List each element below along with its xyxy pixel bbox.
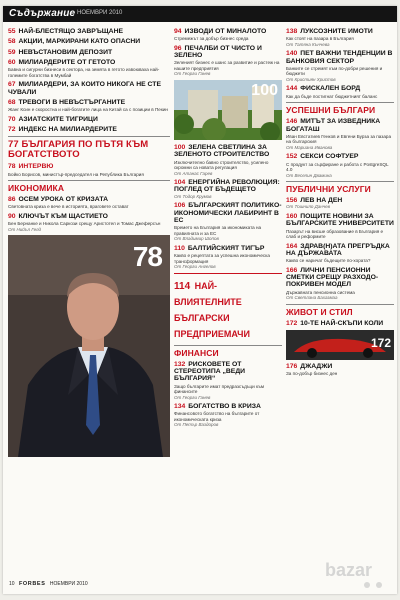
column-3 (286, 28, 394, 380)
page-number: 106 (174, 202, 186, 210)
toc-entry-152[interactable] (286, 153, 394, 178)
toc-entry-96[interactable] (174, 45, 282, 77)
entry-description: Времето на България за икономиката на правилната и за ЕС (174, 225, 262, 236)
entry-title: НЕВЪСТАНОВИМ ДЕПОЗИТ (18, 48, 113, 56)
page-footer (9, 581, 88, 587)
divider (286, 304, 394, 305)
page-number: 176 (286, 363, 298, 371)
entry-title: БАЛТИЙСКИЯТ ТИГЪР (187, 244, 265, 252)
toc-entry-176[interactable] (286, 363, 394, 377)
entry-title: ОСЕМ УРОКА ОТ КРИЗАТА (18, 196, 108, 204)
page-number: 138 (286, 28, 298, 35)
entry-title: МИТЪТ ЗА ИЗВЕДНИКА БОГАТАШ (286, 118, 381, 133)
issue-date: НОЕМВРИ 2010 (77, 10, 123, 16)
footer-brand: FORBES (18, 581, 46, 587)
page-number: 164 (286, 242, 298, 250)
page-number: 96 (174, 44, 182, 52)
entry-title: АКЦИИ, МАРКИРАНИ КАТО ОПАСНИ (18, 38, 141, 46)
entry-title: МИЛИАРДЕРИТЕ ОТ ГЕТОТО (18, 58, 116, 66)
entry-author: От Георги Ганев (174, 394, 211, 400)
page-number: 86 (8, 196, 16, 204)
entry-author: От Тодор Крумов (174, 193, 212, 199)
entry-description: Как да бъде постигнат бюджетният баланс (286, 93, 378, 99)
section-life-style: ЖИВОТ И СТИЛ (286, 306, 353, 317)
entry-title: ЛЕВ НА ДЕН (300, 197, 343, 205)
entry-description: Бойко Борисов, министър-председател на Република България (8, 171, 144, 177)
page-number: 70 (8, 115, 16, 123)
page-number: 152 (286, 153, 298, 161)
entry-description: С продукт за сърфиране и работа с PostgreSQL 4.0 (286, 161, 389, 173)
entry-description: Пазарът на висше образование в България е слаб и реформите (286, 228, 384, 240)
svg-text:bazar: bazar (325, 560, 373, 580)
entry-author: От Веселин Двамина (286, 172, 332, 178)
toc-entry-132[interactable] (174, 361, 282, 400)
divider (286, 102, 394, 103)
entry-author: От Владимир Шопов (174, 236, 219, 242)
entry-author: От Мариана Иванова (286, 144, 333, 150)
page-number: 68 (8, 98, 16, 106)
entry-description: Какво е рецептата за успешна икономическа трансформация (174, 253, 270, 264)
divider (286, 181, 394, 182)
toc-entry-90[interactable] (8, 213, 170, 232)
entry-author: От Тошнило Данчев (286, 204, 330, 210)
entry-title: КЛЮЧЪТ КЪМ ЩАСТИЕТО (18, 212, 108, 220)
photo-page-number: 172 (370, 336, 391, 351)
toc-entry-67[interactable] (8, 81, 170, 96)
entry-title: ЗДРАВ(Н)АТА ПРЕГРЪДКА НА ДЪРЖАВАТА (286, 242, 390, 257)
toc-entry-70[interactable] (8, 116, 170, 123)
toc-entry-86[interactable] (8, 196, 170, 210)
page-number: 134 (174, 403, 186, 411)
column-2 (174, 28, 282, 431)
photo-page-number: 100 (251, 81, 278, 99)
entry-description: За по-добър бизнес ден (286, 371, 338, 377)
toc-entry-160[interactable] (286, 213, 394, 240)
green-building-photo (174, 80, 282, 140)
divider (8, 136, 170, 137)
toc-entry-106[interactable] (174, 202, 282, 241)
entry-author: От Петър Ваздоров (174, 422, 219, 428)
page-number: 55 (8, 28, 16, 35)
entry-title: БОГАТСТВО В КРИЗА (188, 403, 261, 411)
entry-description: Финансовото богатство на българите от икономическата криза (174, 411, 260, 422)
entry-description: Какво се наричат бъдещите по-хората? (286, 258, 371, 264)
toc-entry-134[interactable] (174, 403, 282, 428)
page-number: 67 (8, 81, 16, 89)
entry-author: От Нийъл Гелд (8, 226, 41, 232)
entry-title: НАЙ-БЛЕСТЯЩО ЗАВРЪЩАНЕ (18, 28, 124, 35)
toc-entry-138[interactable] (286, 28, 394, 47)
toc-entry-55[interactable] (8, 28, 170, 35)
entry-description: Банките се стремят към по-добри решения и бюджети (286, 65, 383, 77)
entry-title: ПОЩИТЕ НОВИНИ ЗА БЪЛГАРСКИТЕ УНИВЕРСИТЕТИ (286, 212, 394, 228)
entry-title: ЛУКСОЗНИТЕ ИМОТИ (300, 28, 373, 35)
toc-entry-100[interactable] (174, 144, 282, 176)
section-economy: ИКОНОМИКА (8, 183, 65, 194)
entry-author: От Татяна Кънчева (286, 41, 330, 47)
page-number: 60 (8, 58, 16, 66)
entry-title: БЪЛГАРСКИЯТ ПОЛИТИКО-ИКОНОМИЧЕСКИ ЛАБИРИНТ В ЕС (174, 202, 282, 224)
watermark-logo (321, 554, 395, 594)
page-number: 132 (174, 360, 186, 368)
entry-description: Зеленият бизнес е шанс за развитие и растеж на нашите предприятия (174, 60, 280, 71)
footer-issue: НОЕМВРИ 2010 (49, 581, 88, 587)
toc-entry-94[interactable] (174, 28, 282, 42)
divider (174, 345, 282, 346)
entry-description: Държавната пенсионна система (286, 289, 355, 295)
entry-title: РИСКОВЕТЕ ОТ СТЕРЕОТИПА „ВЕДИ БЪЛГАРИЯ“ (174, 360, 246, 383)
entry-title: ДЖАДЖИ (300, 363, 333, 371)
column-1 (8, 28, 170, 457)
section-title: Съдържание (9, 8, 76, 19)
entry-author: От Георги Ганев (174, 71, 211, 77)
entry-title: ИНДЕКС НА МИЛИАРДЕРИТЕ (18, 126, 117, 134)
toc-entry-172[interactable] (286, 320, 394, 327)
toc-entry-60[interactable] (8, 59, 170, 78)
entry-description: Изключително бавно строителство, усилено скромни са новата регулация (174, 159, 269, 171)
entry-title: МИЛИАРДЕРИ, ЗА КОИТО НИКОГА НЕ СТЕ ЧУВАЛИ (8, 81, 161, 96)
entry-description: Стремежът за добър бизнес среда (174, 36, 249, 42)
entry-title: ФИСКАЛЕН БОРД (300, 85, 361, 93)
toc-entry-166[interactable] (286, 267, 394, 301)
toc-entry-58[interactable] (8, 38, 170, 45)
page-number: 58 (8, 38, 16, 46)
divider (174, 273, 282, 274)
section-public-services: ПУБЛИЧНИ УСЛУГИ (286, 184, 371, 195)
entry-title: ПЕЧАЛБИ ОТ ЧИСТО И ЗЕЛЕНО (174, 44, 262, 60)
page-number: 100 (174, 143, 186, 151)
entry-author: От Атанас Гарев (174, 170, 213, 176)
entry-author: От Кристиян Христов (286, 76, 336, 82)
page-number: 156 (286, 197, 298, 205)
entry-title: 10-ТЕ НАЙ-СКЪПИ КОЛИ (300, 319, 384, 327)
entry-description: Световната криза е вече в историята, враговете остават (8, 204, 129, 210)
page-number: 144 (286, 85, 298, 93)
car-photo (286, 330, 394, 360)
section-bulgaria-wealth: 77 БЪЛГАРИЯ ПО ПЪТЯ КЪМ БОГАТСТВОТО (8, 139, 149, 161)
toc-entry-110[interactable] (174, 245, 282, 270)
entry-author: От Георги Ангелов (174, 264, 216, 270)
entry-title: ПЕТ ВАЖНИ ТЕНДЕНЦИИ В БАНКОВИЯ СЕКТОР (286, 50, 393, 65)
photo-page-number: 78 (132, 241, 162, 273)
toc-entry-146[interactable] (286, 118, 394, 150)
page-number: 90 (8, 212, 16, 220)
page-number: 114 (174, 280, 191, 292)
divider (8, 180, 170, 181)
header-bar (3, 6, 397, 22)
entry-title: АЗИАТСКИТЕ ТИГРИЦИ (18, 115, 98, 123)
toc-entry-59[interactable] (8, 49, 170, 56)
magazine-page (3, 6, 397, 594)
page-number: 104 (174, 179, 186, 187)
toc-entry-72[interactable] (8, 126, 170, 133)
entry-author: От Светлана Бахазмаа (286, 295, 338, 301)
toc-entry-144[interactable] (286, 85, 394, 99)
entry-title: ТРЕВОГИ В НЕВЪСТЪРГАНИТЕ (18, 98, 126, 106)
toc-entry-140[interactable] (286, 50, 394, 82)
page-number: 172 (286, 319, 298, 327)
page-number: 59 (8, 48, 16, 56)
page-number: 166 (286, 266, 298, 274)
entry-description: Как стоят на пазара в България (286, 36, 354, 42)
portrait-photo (8, 235, 170, 457)
entry-title: НАЙ-ВЛИЯТЕЛНИТЕ БЪЛГАРСКИ ПРЕДПРИЕМАЧИ (174, 280, 250, 339)
footer-page-number: 10 (9, 581, 15, 587)
entry-title: ЗЕЛЕНА СВЕТЛИНА ЗА ЗЕЛЕНОТО СТРОИТЕЛСТВО (174, 143, 270, 159)
entry-description: Защо българите имат предразсъдъци към финансите (174, 383, 265, 395)
toc-entry-114[interactable] (174, 277, 282, 341)
page-number: 146 (286, 118, 298, 126)
toc-entry-68[interactable] (8, 99, 170, 113)
entry-description: Иван Евстатиев Генков и Евгени Бурза за пазара на българския (286, 133, 392, 145)
toc-entry-156[interactable] (286, 197, 394, 210)
entry-title: ЛИЧНИ ПЕНСИОННИ СМЕТКИ СРЕЩУ РАЗХОДО-ПОКРИВЕН МОДЕЛ (286, 266, 379, 289)
entry-title: ИЗВОДИ ОТ МИНАЛОТО (184, 28, 267, 35)
section-finance: ФИНАНСИ (174, 347, 219, 358)
page-number: 110 (174, 244, 185, 252)
page-number: 78 (8, 163, 16, 171)
toc-entry-104[interactable] (174, 179, 282, 199)
entry-description: Жанг Ксин е скоростна и най-богатите лица на Китай са с позиции в Пекин (8, 107, 168, 113)
entry-title: ИНТЕРВЮ (18, 163, 54, 171)
section-successful-bulgarians: УСПЕШНИ БЪЛГАРИ (286, 105, 376, 116)
page-number: 94 (174, 28, 182, 35)
entry-title: СЕКСИ СОФТУЕР (300, 153, 359, 161)
page-number: 160 (286, 212, 298, 220)
entry-title: ЕНЕРГИЙНА РЕВОЛЮЦИЯ: ПОГЛЕД ОТ БЪДЕЩЕТО (174, 179, 280, 194)
toc-entry-78[interactable] (8, 163, 170, 177)
page-number: 72 (8, 126, 16, 134)
toc-entry-164[interactable] (286, 243, 394, 264)
entry-description: Бен Бернанке и Никола Саркози срещу Аристотел и Томас Джеферсън (8, 221, 161, 227)
entry-description: Бавна и сигурни бизнеси в сектора, на земята в гетото извоюваха най-големите богатства в Мумбай (8, 67, 160, 78)
page-number: 140 (286, 50, 298, 58)
